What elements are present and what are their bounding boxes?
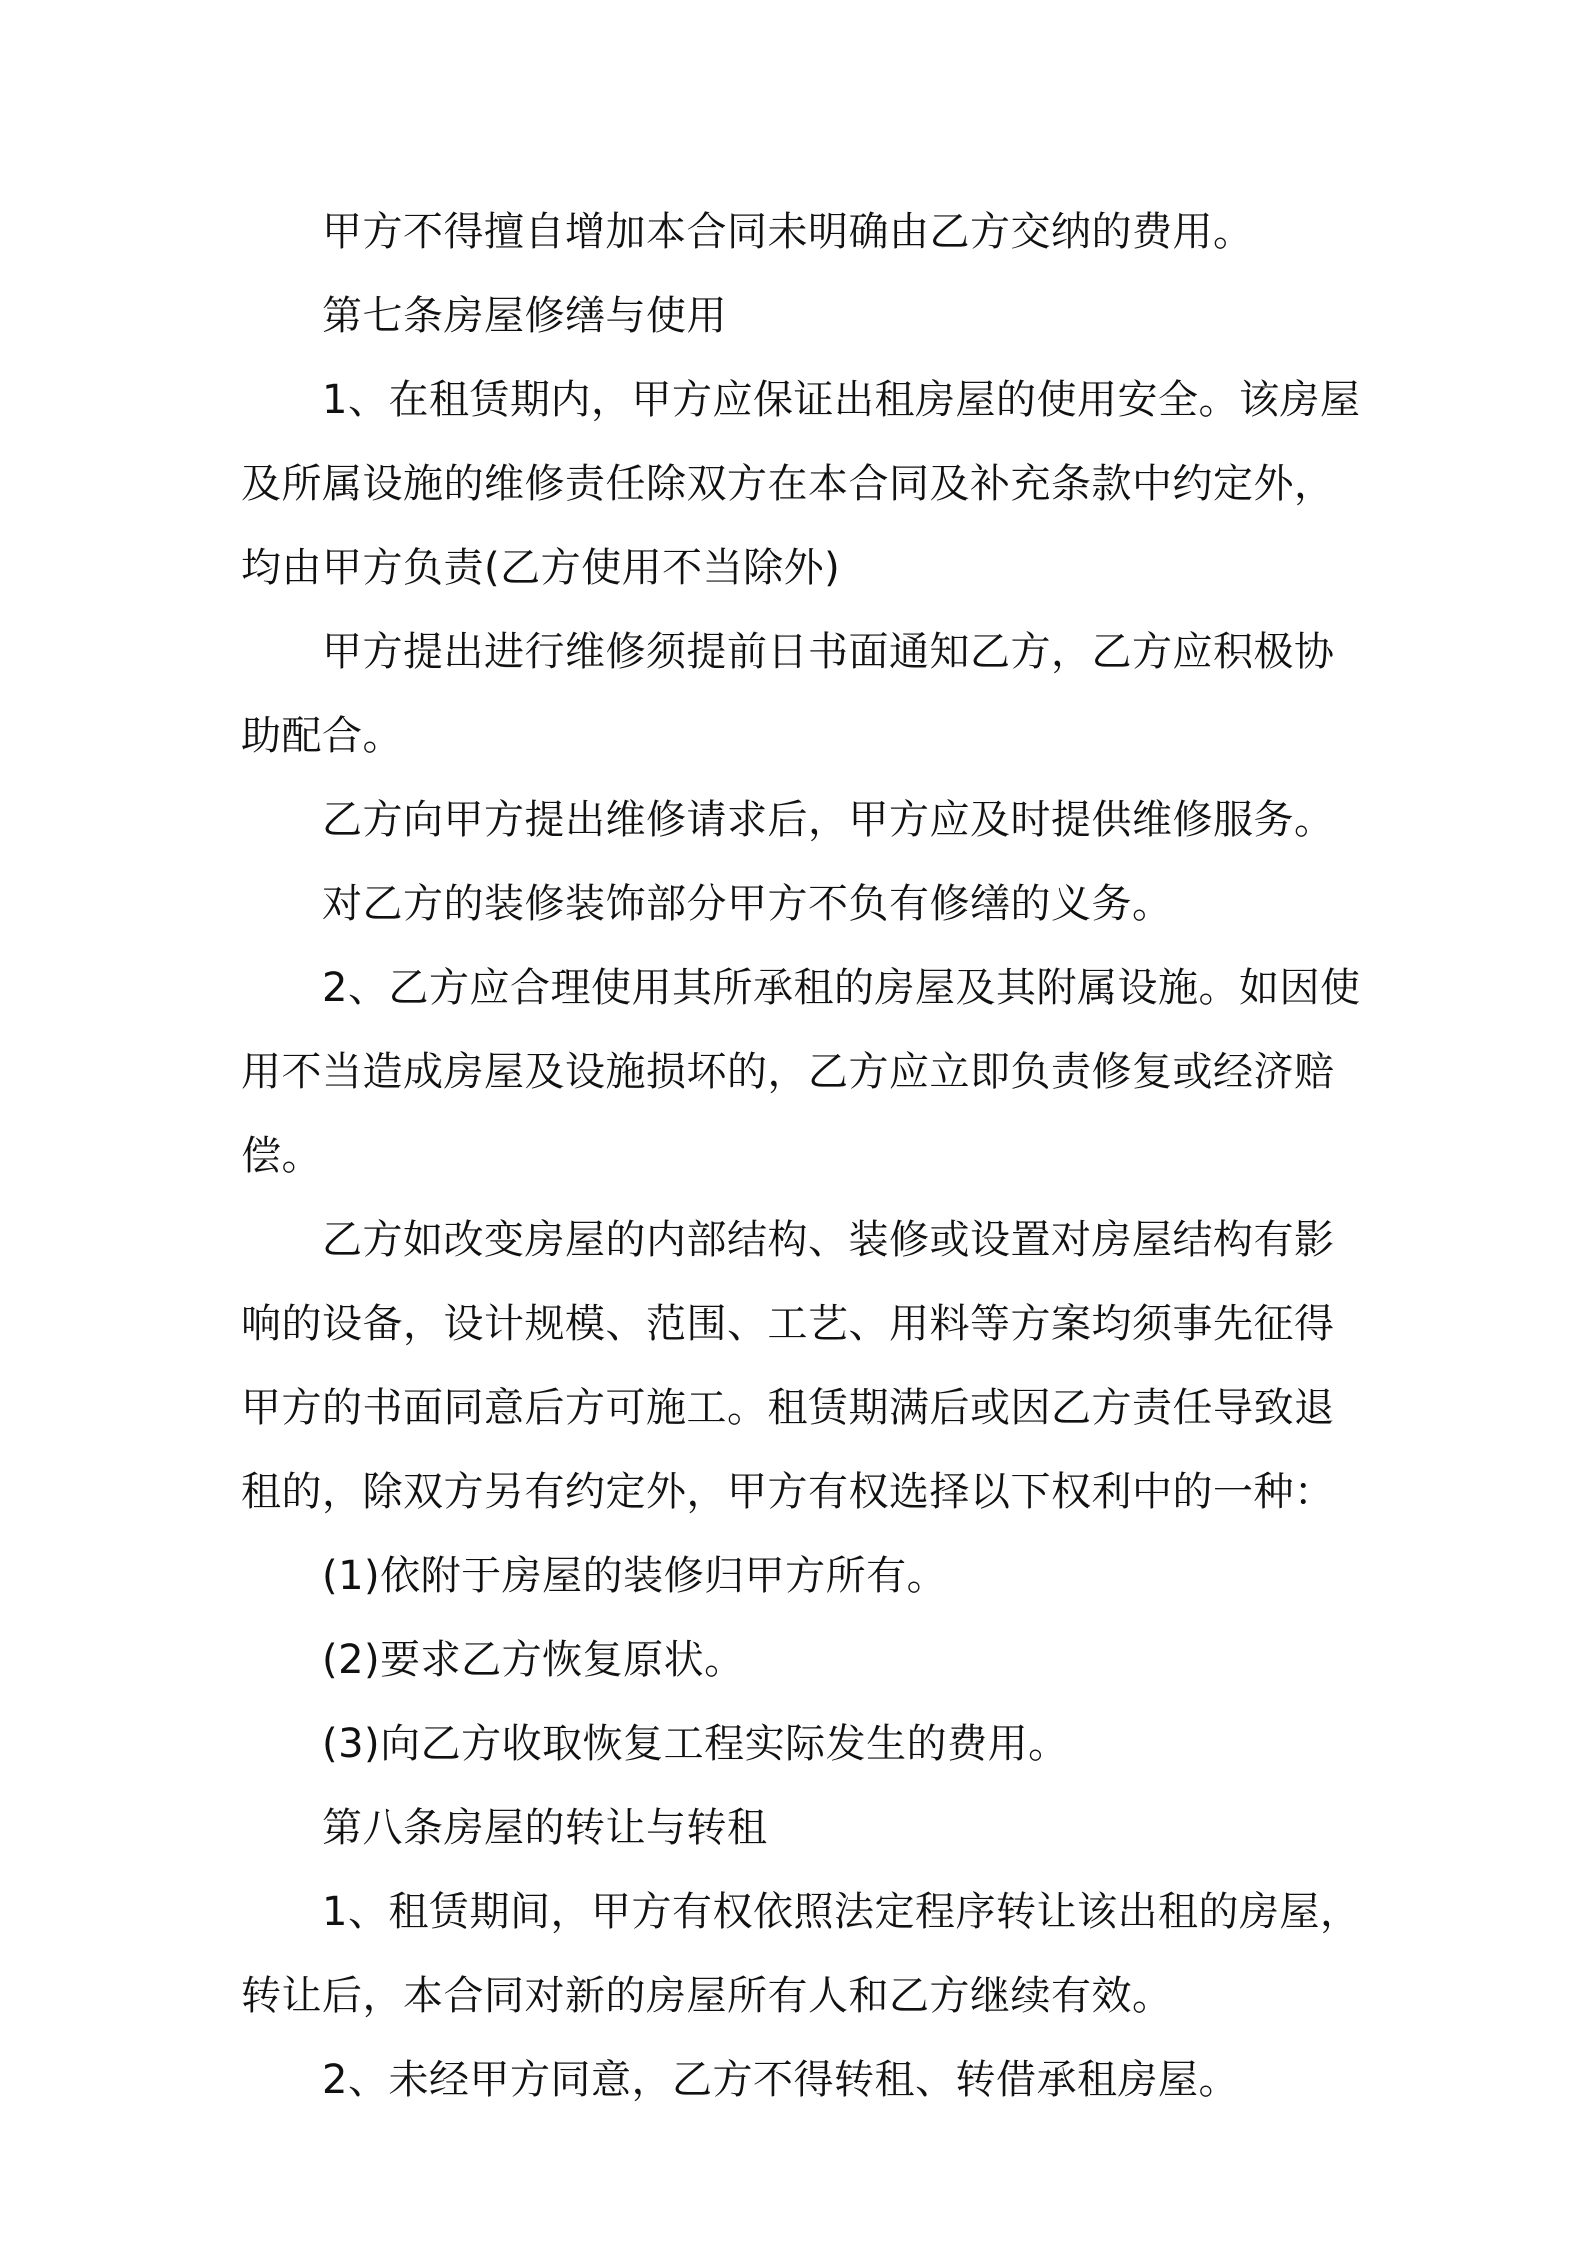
list-item: (1)依附于房屋的装修归甲方所有。 — [322, 1553, 948, 1599]
paragraph: 甲方提出进行维修须提前日书面通知乙方，乙方应积极协助配合。 — [241, 629, 1335, 759]
paragraph: 乙方如改变房屋的内部结构、装修或设置对房屋结构有影响的设备，设计规模、范围、工艺、用料等方案均须事先征得甲方的书面同意后方可施工。租赁期满后或因乙方责任导致退租的，除双方另有约定外，甲方有权选择以下权利中的一种： — [241, 1217, 1335, 1515]
paragraph: 1、租赁期间，甲方有权依照法定程序转让该出租的房屋，转让后，本合同对新的房屋所有人和乙方继续有效。 — [241, 1889, 1361, 2019]
list-item: (2)要求乙方恢复原状。 — [322, 1637, 745, 1683]
paragraph: 2、未经甲方同意，乙方不得转租、转借承租房屋。 — [322, 2057, 1239, 2103]
paragraph: 1、在租赁期内，甲方应保证出租房屋的使用安全。该房屋及所属设施的维修责任除双方在本合同及补充条款中约定外，均由甲方负责(乙方使用不当除外) — [241, 377, 1361, 591]
paragraph: 乙方向甲方提出维修请求后，甲方应及时提供维修服务。 — [322, 797, 1335, 843]
section-heading: 第七条房屋修缮与使用 — [322, 293, 727, 339]
document-body — [241, 190, 1361, 2122]
section-heading: 第八条房屋的转让与转租 — [322, 1805, 768, 1851]
paragraph: 对乙方的装修装饰部分甲方不负有修缮的义务。 — [322, 881, 1173, 927]
list-item: (3)向乙方收取恢复工程实际发生的费用。 — [322, 1721, 1069, 1767]
paragraph: 2、乙方应合理使用其所承租的房屋及其附属设施。如因使用不当造成房屋及设施损坏的，乙方应立即负责修复或经济赔偿。 — [241, 965, 1361, 1179]
paragraph: 甲方不得擅自增加本合同未明确由乙方交纳的费用。 — [322, 209, 1254, 255]
